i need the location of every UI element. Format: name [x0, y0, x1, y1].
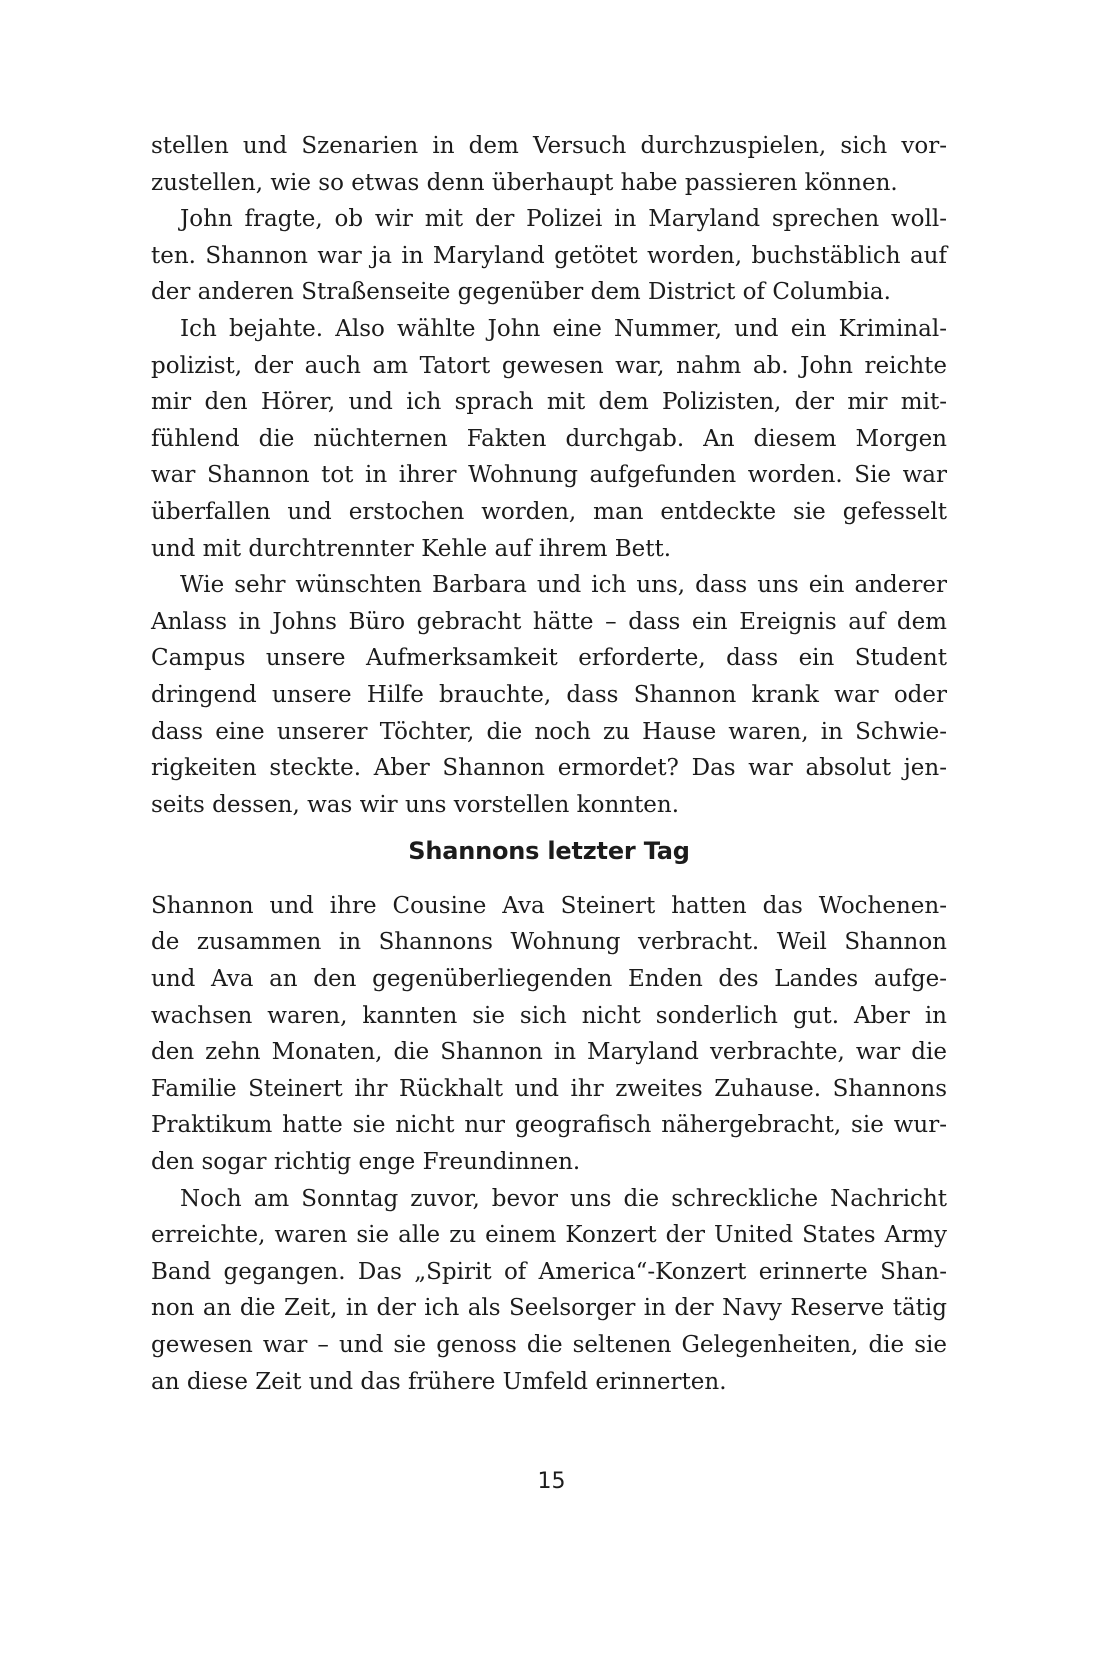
text-line: war Shannon tot in ihrer Wohnung aufgefunden worden. Sie war	[151, 462, 947, 489]
text-line: Shannon und ihre Cousine Ava Steinert hatten das Wochenen-	[151, 892, 947, 919]
text-line: der anderen Straßenseite gegenüber dem District of Columbia.	[151, 279, 891, 306]
text-line: ten. Shannon war ja in Maryland getötet worden, buchstäblich auf	[151, 242, 947, 269]
text-line: zustellen, wie so etwas denn überhaupt habe passieren können.	[151, 169, 898, 196]
text-line: mir den Hörer, und ich sprach mit dem Polizisten, der mir mit-	[151, 389, 947, 416]
page-number: 15	[537, 1469, 566, 1494]
text-line: erreichte, waren sie alle zu einem Konzert der United States Army	[151, 1222, 947, 1249]
text-line: seits dessen, was wir uns vorstellen konnten.	[151, 791, 680, 818]
text-line: polizist, der auch am Tatort gewesen war, nahm ab. John reichte	[151, 352, 947, 379]
text-line: Familie Steinert ihr Rückhalt und ihr zweites Zuhause. Shannons	[151, 1075, 947, 1102]
text-line: gewesen war – und sie genoss die seltenen Gelegenheiten, die sie	[151, 1332, 947, 1358]
page-body	[151, 128, 947, 1400]
text-block-after-heading	[151, 888, 947, 1400]
text-line: Wie sehr wünschten Barbara und ich uns, dass uns ein anderer	[180, 572, 947, 599]
text-line: Noch am Sonntag zuvor, bevor uns die schreckliche Nachricht	[180, 1185, 947, 1212]
text-block-before-heading	[151, 128, 947, 823]
text-line: an diese Zeit und das frühere Umfeld erinnerten.	[151, 1368, 727, 1395]
text-line: und mit durchtrennter Kehle auf ihrem Bett.	[151, 535, 672, 562]
text-line: den sogar richtig enge Freundinnen.	[151, 1149, 581, 1176]
text-line: non an die Zeit, in der ich als Seelsorger in der Navy Reserve tätig	[151, 1295, 947, 1322]
text-line: de zusammen in Shannons Wohnung verbracht. Weil Shannon	[151, 929, 947, 956]
text-line: überfallen und erstochen worden, man entdeckte sie gefesselt	[151, 498, 947, 525]
text-line: Band gegangen. Das „Spirit of America“-Konzert erinnerte Shan-	[151, 1258, 947, 1285]
text-line: dass eine unserer Töchter, die noch zu Hause waren, in Schwie-	[151, 718, 947, 745]
section-heading: Shannons letzter Tag	[408, 837, 690, 866]
text-line: Ich bejahte. Also wählte John eine Nummer, und ein Kriminal-	[180, 315, 947, 342]
text-line: Praktikum hatte sie nicht nur geografisch nähergebracht, sie wur-	[151, 1112, 947, 1139]
text-line: Anlass in Johns Büro gebracht hätte – dass ein Ereignis auf dem	[151, 608, 947, 635]
text-line: den zehn Monaten, die Shannon in Maryland verbrachte, war die	[151, 1039, 947, 1066]
text-line: John fragte, ob wir mit der Polizei in Maryland sprechen woll-	[180, 206, 947, 233]
text-line: stellen und Szenarien in dem Versuch durchzuspielen, sich vor-	[151, 133, 947, 159]
text-line: rigkeiten steckte. Aber Shannon ermordet? Das war absolut jen-	[151, 755, 947, 782]
text-line: fühlend die nüchternen Fakten durchgab. An diesem Morgen	[151, 425, 947, 452]
text-line: Campus unsere Aufmerksamkeit erforderte, dass ein Student	[151, 645, 947, 672]
text-line: wachsen waren, kannten sie sich nicht sonderlich gut. Aber in	[151, 1002, 947, 1029]
text-line: dringend unsere Hilfe brauchte, dass Shannon krank war oder	[151, 681, 947, 708]
text-line: und Ava an den gegenüberliegenden Enden des Landes aufge-	[151, 966, 947, 993]
